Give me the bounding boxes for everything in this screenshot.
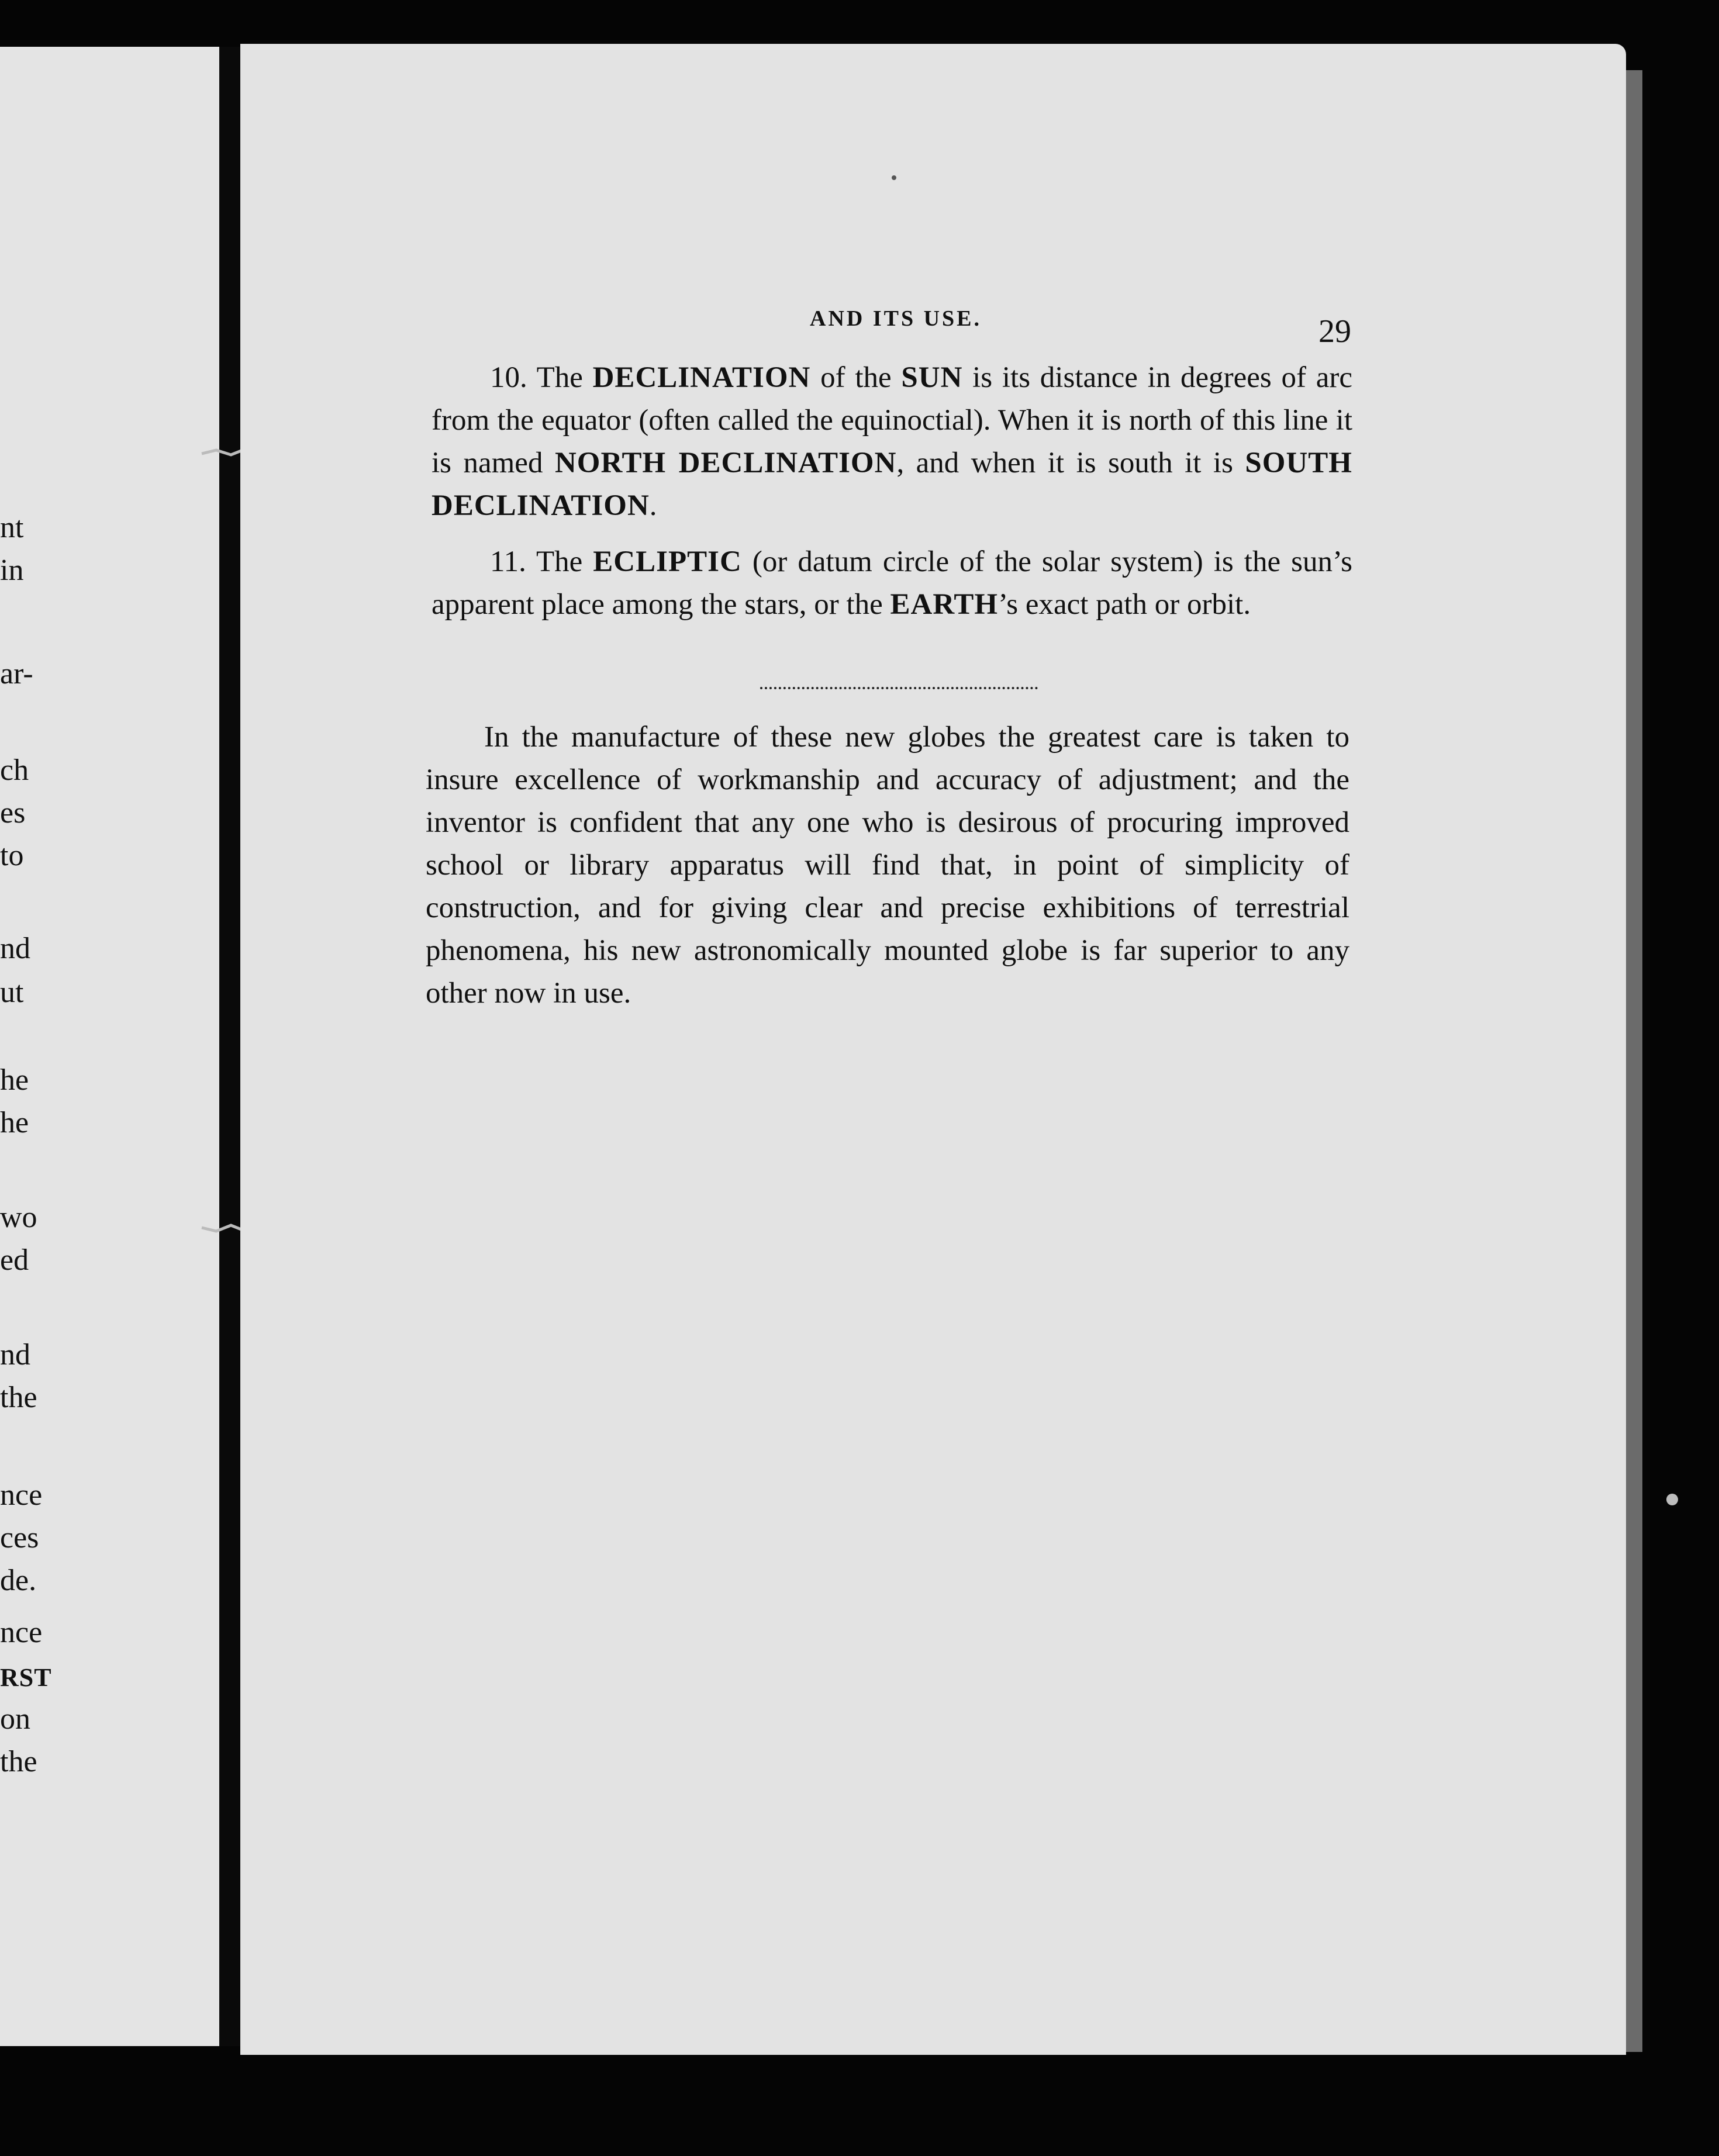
facing-page-word: ar- — [0, 658, 33, 690]
facing-page-word: he — [0, 1107, 29, 1139]
facing-page-word: RST — [0, 1663, 52, 1692]
facing-page-word: nt — [0, 512, 24, 544]
page-edge — [1626, 70, 1642, 2052]
text-run: is its distance in degrees of arc from the equator (often called the equinoctial). When it is north of this line it is named — [432, 361, 1352, 479]
facing-page-fragment — [0, 47, 219, 2046]
facing-page-word: ch — [0, 754, 29, 787]
text-run: ’s exact path or orbit. — [998, 588, 1251, 621]
book-gutter — [219, 47, 240, 2046]
text-run: (or datum circle of the solar system) is the sun’s apparent place among the stars, or the — [432, 545, 1352, 621]
facing-page-word: on — [0, 1703, 30, 1736]
facing-page-word: nce — [0, 1616, 43, 1649]
facing-page-word: es — [0, 797, 26, 830]
paragraph-number: 10. — [490, 361, 527, 394]
running-head: AND ITS USE. — [810, 306, 982, 331]
term-ecliptic: ECLIPTIC — [593, 545, 742, 578]
term-sun: SUN — [901, 361, 963, 394]
term-declination: DECLINATION — [592, 361, 811, 394]
facing-page-word: nd — [0, 1339, 30, 1371]
facing-page-word: ut — [0, 976, 24, 1009]
facing-page-word: ed — [0, 1244, 29, 1277]
facing-page-word: nd — [0, 932, 30, 965]
paragraph-manufacture — [426, 716, 1349, 1015]
paragraph-declination — [432, 357, 1352, 527]
paragraph-text: In the manufacture of these new globes the greatest care is taken to insure excellence of workmanship and accuracy of adjustment; and the inventor is confident that any one who is desirous of procuring improved school or library apparatus will find that, in point of simplicity of construction, and for giving clear and precise exhibitions of terrestrial phenomena, his new astronomically mounted globe is far superior to any other now in use. — [426, 721, 1349, 1010]
facing-page-word: de. — [0, 1564, 37, 1597]
facing-page-word: the — [0, 1381, 37, 1414]
text-run: , and when it is south it is — [896, 447, 1245, 479]
book-page — [240, 44, 1626, 2055]
scan-speck — [1666, 1494, 1678, 1505]
term-south-declination: SOUTH DECLINATION — [432, 447, 1352, 522]
facing-page-word: nce — [0, 1479, 43, 1512]
paragraph-number: 11. — [490, 545, 526, 578]
page-number: 29 — [1318, 313, 1351, 350]
section-divider — [760, 687, 1038, 689]
facing-page-word: the — [0, 1746, 37, 1778]
facing-page-word: ces — [0, 1522, 39, 1554]
scan-speck — [892, 175, 896, 180]
text-run: The — [536, 545, 593, 578]
term-earth: EARTH — [890, 588, 999, 621]
facing-page-word: wo — [0, 1201, 37, 1234]
text-run: of the — [810, 361, 902, 394]
facing-page-word: to — [0, 839, 24, 872]
text-run: The — [536, 361, 593, 394]
paragraph-ecliptic — [432, 541, 1352, 626]
term-north-declination: NORTH DECLINATION — [554, 447, 897, 479]
text-run: . — [649, 489, 657, 522]
facing-page-word: he — [0, 1064, 29, 1097]
facing-page-text — [0, 47, 219, 2046]
facing-page-word: in — [0, 554, 24, 587]
